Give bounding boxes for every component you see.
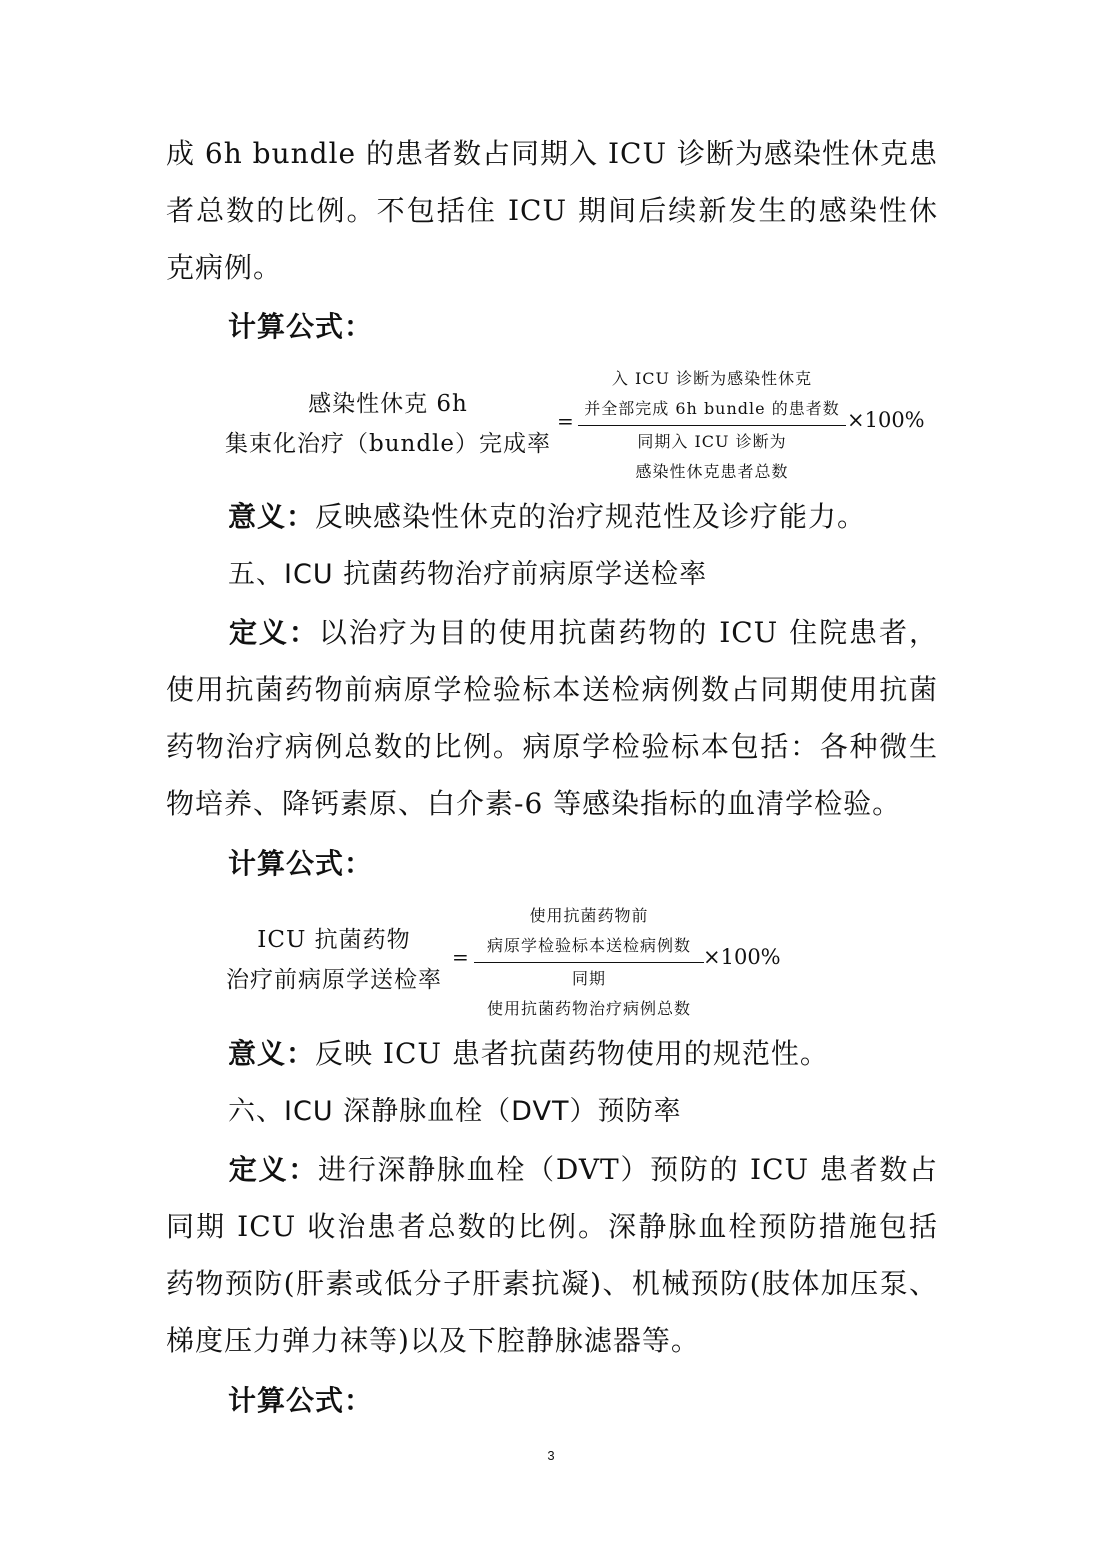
definition-text: 进行深静脉血栓（DVT）预防的 ICU 患者数占同期 ICU 收治患者总数的比例。深静脉血栓预防措施包括药物预防(肝素或低分子肝素抗凝)、机械预防(肢体加压泵、梯度压力弹力袜等)以及下腔静脉滤器等。 xyxy=(166,1153,938,1357)
page-number: 3 xyxy=(547,1448,555,1463)
meaning-label: 意义： xyxy=(228,1037,316,1070)
fraction-bar xyxy=(578,425,846,426)
numerator-line2: 并全部完成 6h bundle 的患者数 xyxy=(584,399,840,418)
formula-lhs-line2: 治疗前病原学送检率 xyxy=(226,967,442,993)
meaning-text: 反映感染性休克的治疗规范性及诊疗能力。 xyxy=(315,500,867,533)
definition-continuation: 成 6h bundle 的患者数占同期入 ICU 诊断为感染性休克患者总数的比例。不包括住 ICU 期间后续新发生的感染性休克病例。 xyxy=(166,137,938,284)
formula-lhs-line1: 感染性休克 6h xyxy=(308,391,468,417)
definition-label: 定义： xyxy=(228,616,319,649)
formula-fraction xyxy=(578,364,846,487)
denominator-line2: 使用抗菌药物治疗病例总数 xyxy=(486,999,691,1018)
formula-label: 计算公式： xyxy=(228,1384,374,1417)
numerator-line2: 病原学检验标本送检病例数 xyxy=(486,936,691,955)
meaning-line xyxy=(228,497,866,537)
definition-paragraph-5 xyxy=(166,604,938,832)
formula-fraction xyxy=(474,901,704,1024)
numerator-line1: 入 ICU 诊断为感染性休克 xyxy=(611,369,813,388)
formula-equals: = xyxy=(452,945,469,969)
denominator-line1: 同期 xyxy=(571,969,606,988)
section-heading-6: 六、ICU 深静脉血栓（DVT）预防率 xyxy=(228,1096,682,1127)
formula-label: 计算公式： xyxy=(228,847,374,880)
definition-label: 定义： xyxy=(228,1153,318,1186)
formula-lhs-line1: ICU 抗菌药物 xyxy=(257,927,411,953)
meaning-line xyxy=(228,1034,829,1074)
formula-lhs-line2: 集束化治疗（bundle）完成率 xyxy=(224,431,552,457)
meaning-text: 反映 ICU 患者抗菌药物使用的规范性。 xyxy=(315,1037,829,1070)
numerator-line1: 使用抗菌药物前 xyxy=(529,906,649,925)
formula-lhs xyxy=(218,384,558,464)
definition-paragraph-6 xyxy=(166,1141,938,1369)
fraction-bar xyxy=(474,962,704,963)
formula-equals: = xyxy=(557,409,574,433)
denominator-line2: 感染性休克患者总数 xyxy=(635,462,789,481)
formula-label: 计算公式： xyxy=(228,310,374,343)
definition-text: 以治疗为目的使用抗菌药物的 ICU 住院患者，使用抗菌药物前病原学检验标本送检病例数占同期使用抗菌药物治疗病例总数的比例。病原学检验标本包括：各种微生物培养、降钙素原、白介素-6 等感染指标的血清学检验。 xyxy=(166,616,938,820)
formula-multiplier: ×100% xyxy=(703,945,781,969)
denominator-line1: 同期入 ICU 诊断为 xyxy=(637,432,787,451)
formula-multiplier: ×100% xyxy=(847,408,925,432)
formula-lhs xyxy=(214,920,454,1000)
section-heading-5: 五、ICU 抗菌药物治疗前病原学送检率 xyxy=(228,559,708,590)
meaning-label: 意义： xyxy=(228,500,316,533)
